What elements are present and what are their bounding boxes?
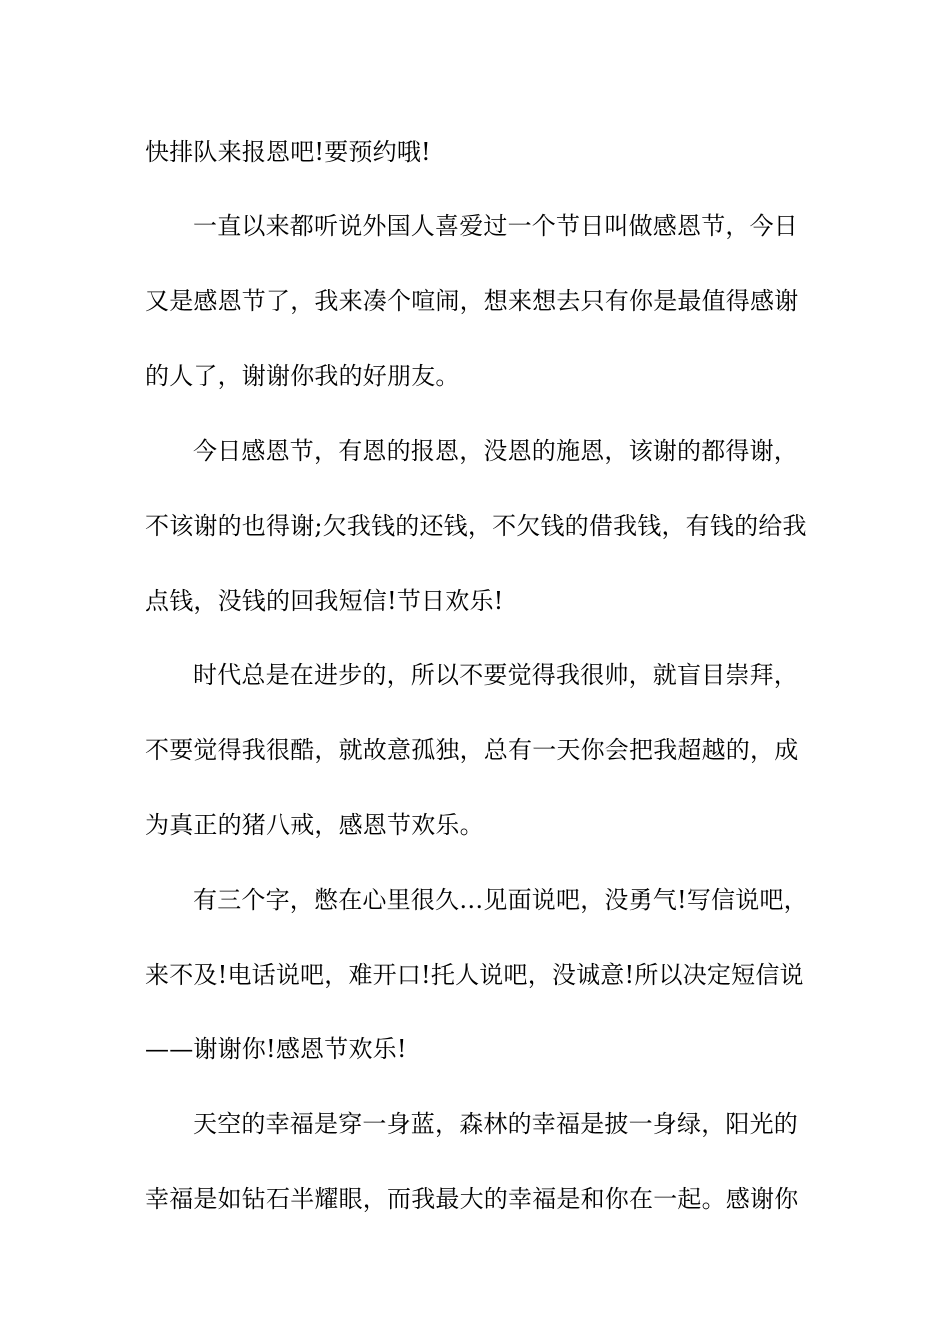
- paragraph-first-line: 一直以来都听说外国人喜爱过一个节日叫做感恩节，今日: [193, 212, 798, 240]
- text-line: 又是感恩节了，我来凑个喧闹，想来想去只有你是最值得感谢: [145, 287, 799, 315]
- text-line: 为真正的猪八戒，感恩节欢乐。: [145, 811, 484, 839]
- paragraph-first-line: 天空的幸福是穿一身蓝，森林的幸福是披一身绿，阳光的: [193, 1110, 798, 1138]
- paragraph-first-line: 有三个字，憋在心里很久…见面说吧，没勇气!写信说吧，: [193, 886, 808, 914]
- text-line: 来不及!电话说吧，难开口!托人说吧，没诚意!所以决定短信说: [145, 961, 804, 989]
- text-line: 不要觉得我很酷，就故意孤独，总有一天你会把我超越的，成: [145, 736, 799, 764]
- text-line: 不该谢的也得谢;欠我钱的还钱，不欠钱的借我钱，有钱的给我: [145, 512, 807, 540]
- paragraph-first-line: 今日感恩节，有恩的报恩，没恩的施恩，该谢的都得谢，: [193, 437, 798, 465]
- text-line: 的人了，谢谢你我的好朋友。: [145, 362, 460, 390]
- text-line: ——谢谢你!感恩节欢乐!: [145, 1035, 407, 1063]
- text-line: 幸福是如钻石半耀眼，而我最大的幸福是和你在一起。感谢你: [145, 1185, 799, 1213]
- text-line: 快排队来报恩吧!要预约哦!: [145, 138, 431, 166]
- paragraph-first-line: 时代总是在进步的，所以不要觉得我很帅，就盲目崇拜，: [193, 661, 798, 689]
- text-line: 点钱，没钱的回我短信!节日欢乐!: [145, 587, 504, 615]
